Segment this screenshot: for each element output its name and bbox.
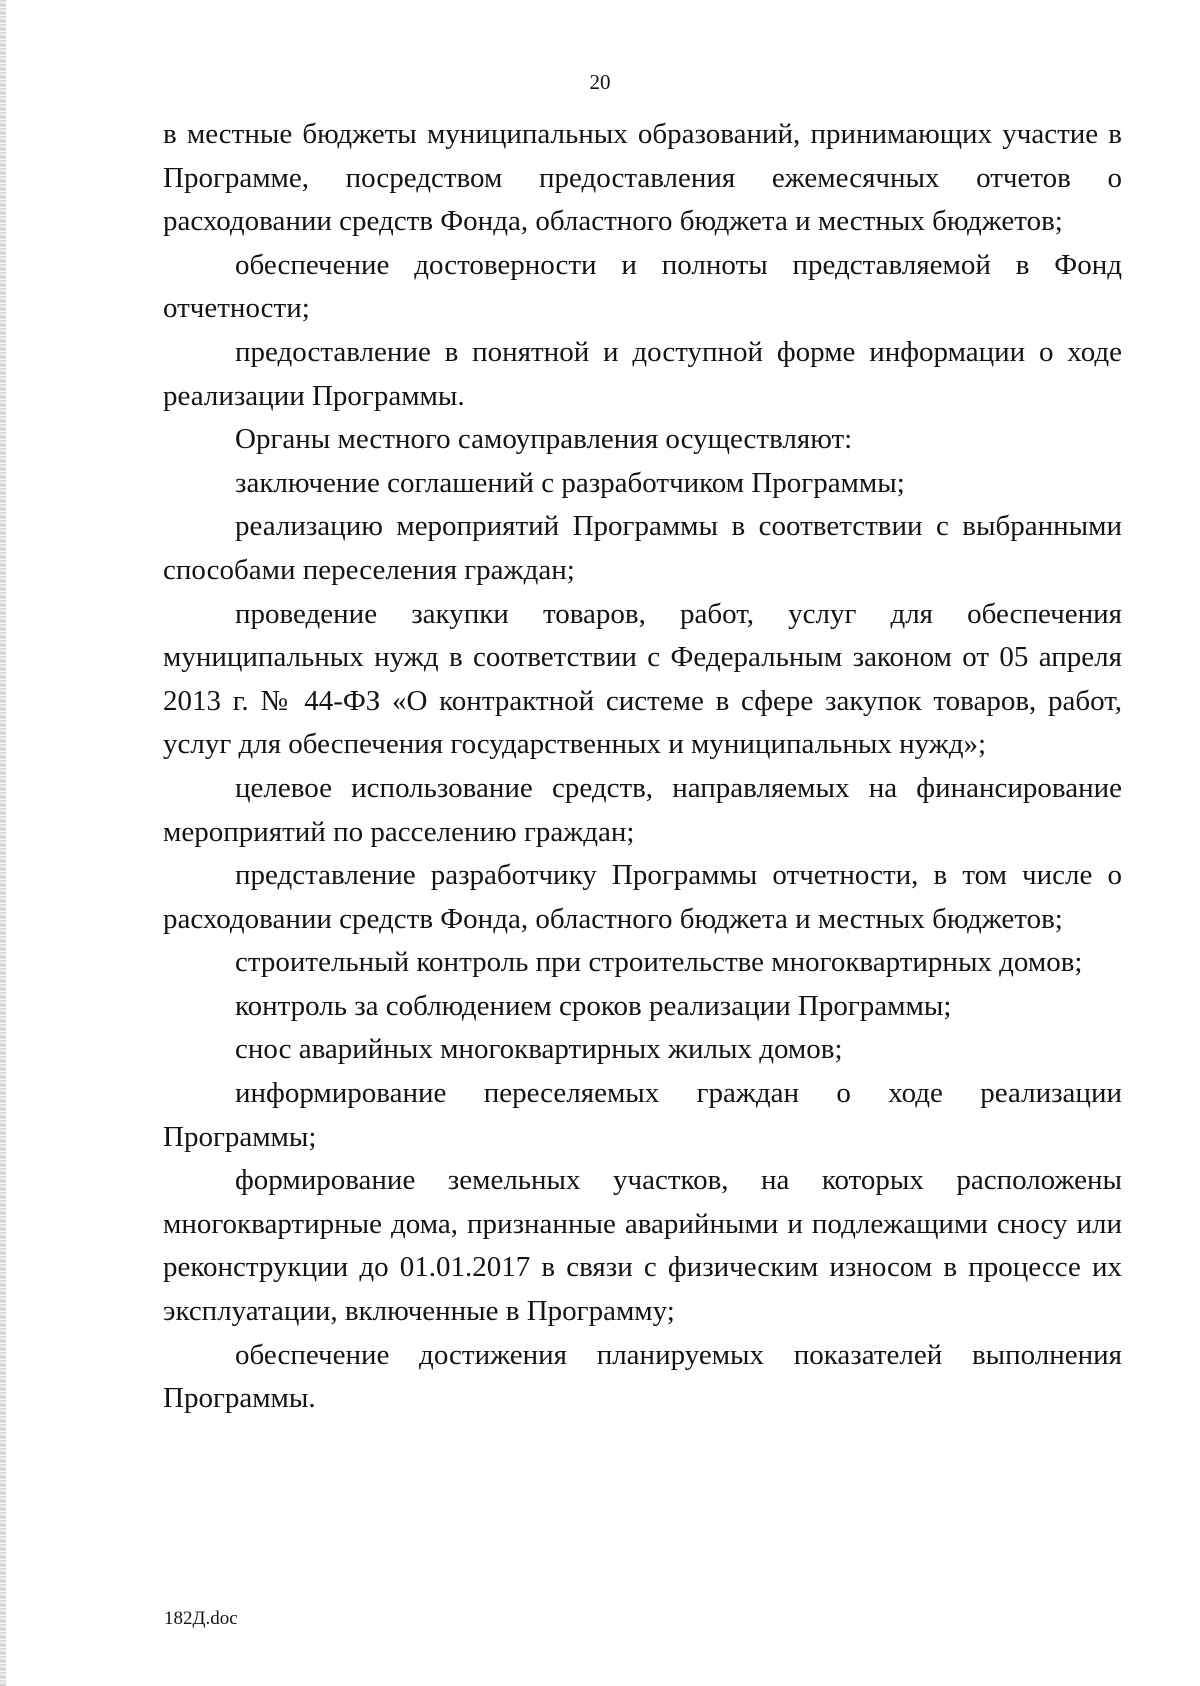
paragraph: предоставление в понятной и доступной форме информации о ходе реализации Программы. bbox=[163, 335, 1122, 412]
paragraph-continuation: в местные бюджеты муниципальных образований, принимающих участие в Программе, посредством предоставления ежемесячных отчетов о расходовании средств Фонда, областного бюджета и местных бюджетов; bbox=[163, 118, 1122, 238]
paragraph: информирование переселяемых граждан о ходе реализации Программы; bbox=[163, 1077, 1122, 1153]
paragraph: строительный контроль при строительстве многоквартирных домов; bbox=[235, 946, 1083, 979]
document-body bbox=[163, 113, 1122, 1421]
paragraph: реализацию мероприятий Программы в соответствии с выбранными способами переселения граждан; bbox=[163, 510, 1122, 586]
paragraph: обеспечение достижения планируемых показателей выполнения Программы. bbox=[163, 1338, 1122, 1415]
paragraph-heading: Органы местного самоуправления осуществляют: bbox=[235, 423, 853, 456]
paragraph: формирование земельных участков, на которых расположены многоквартирные дома, признанные аварийными и подлежащими сносу или реконструкции до 01.01.2017 в связи с физическим износом в процессе их эксплуатации, включенные в Программу; bbox=[163, 1164, 1122, 1328]
footer-filename: 182Д.doc bbox=[164, 1608, 238, 1629]
paragraph: целевое использование средств, направляемых на финансирование мероприятий по расселению граждан; bbox=[163, 771, 1122, 848]
paragraph: снос аварийных многоквартирных жилых домов; bbox=[235, 1033, 843, 1066]
paragraph: обеспечение достоверности и полноты представляемой в Фонд отчетности; bbox=[163, 248, 1122, 325]
paragraph: представление разработчику Программы отчетности, в том числе о расходовании средств Фонда, областного бюджета и местных бюджетов; bbox=[163, 859, 1122, 935]
paragraph: заключение соглашений с разработчиком Программы; bbox=[235, 466, 905, 499]
paragraph: проведение закупки товаров, работ, услуг для обеспечения муниципальных нужд в соответствии с Федеральным законом от 05 апреля 2013 г. № 44-ФЗ «О контрактной системе в сфере закупок товаров, работ, услуг для обеспечения государственных и муниципальных нужд»; bbox=[163, 597, 1122, 761]
scan-edge bbox=[0, 0, 6, 1686]
page-number: 20 bbox=[589, 70, 611, 94]
paragraph: контроль за соблюдением сроков реализации Программы; bbox=[235, 989, 952, 1022]
